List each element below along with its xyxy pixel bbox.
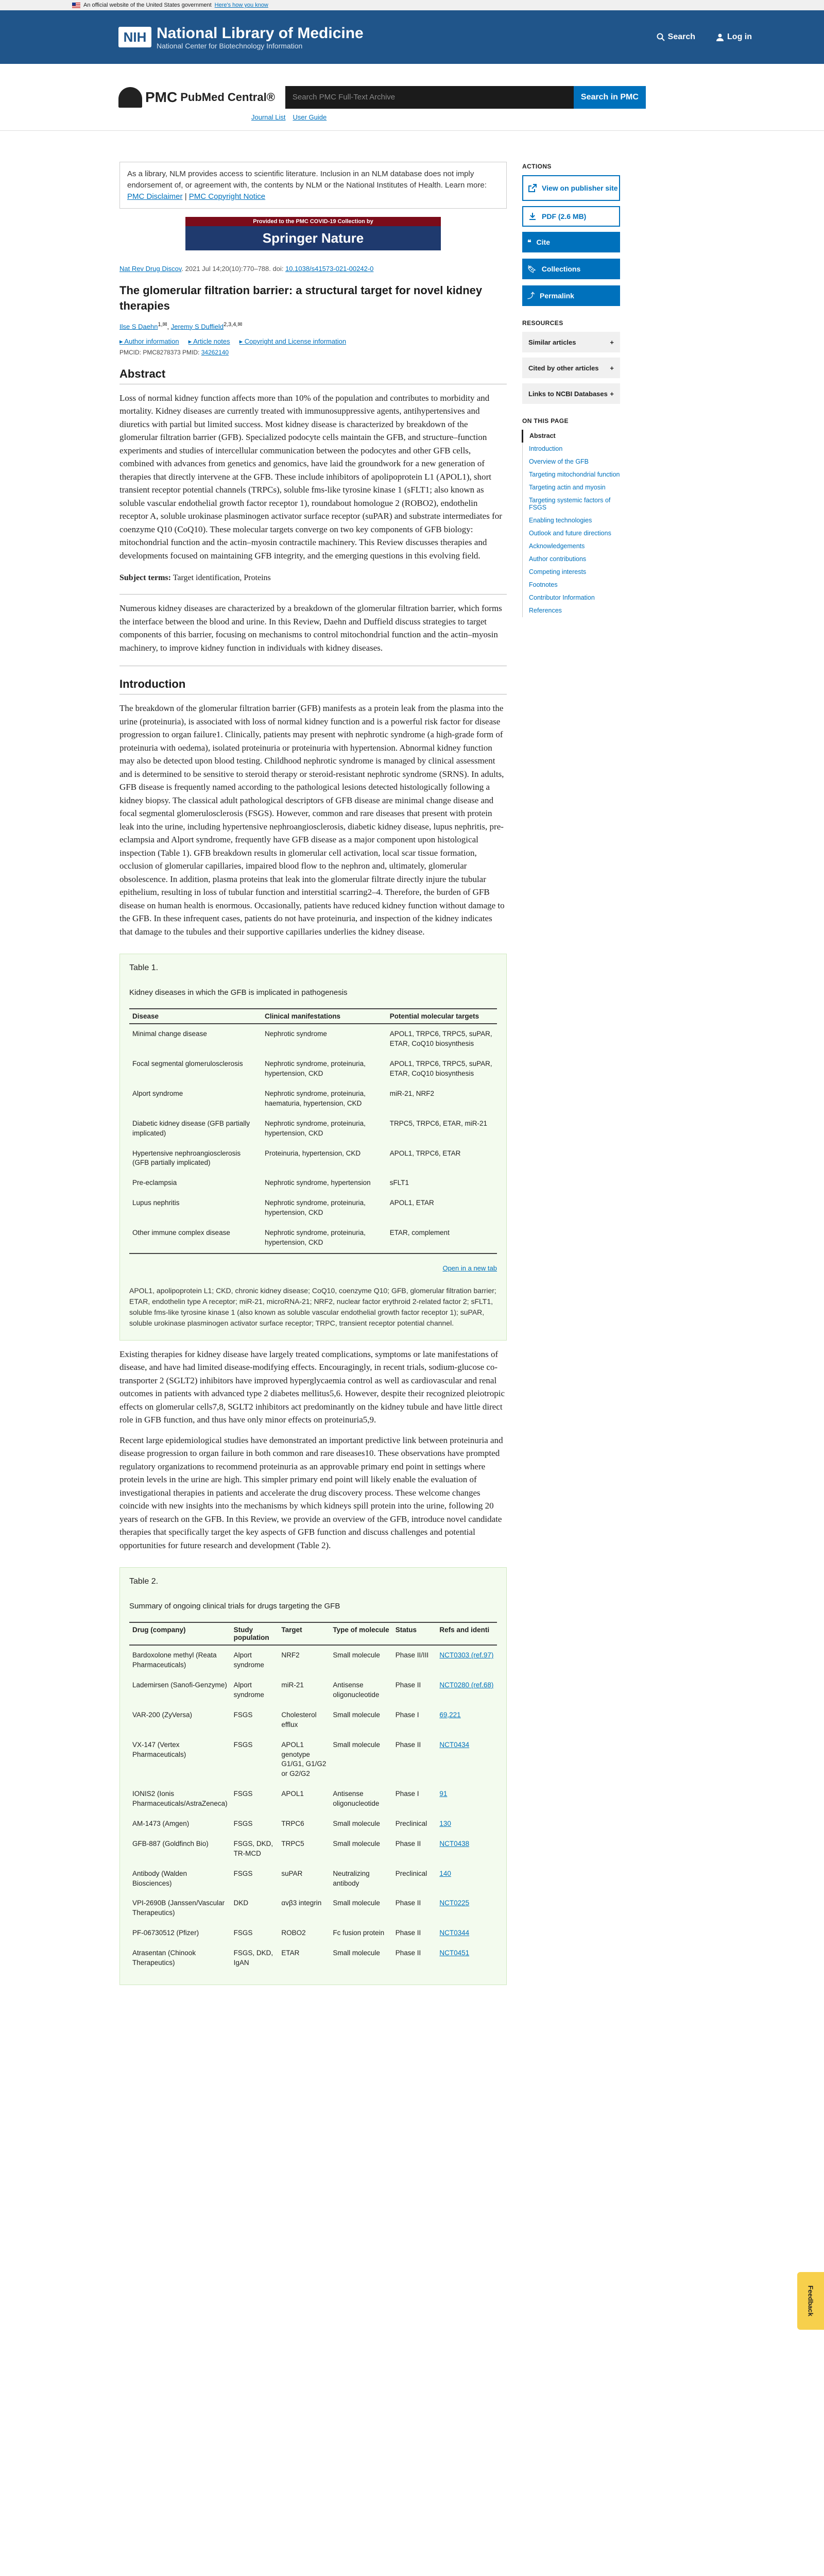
pmcid-text: PMCID: PMC8278373 PMID: <box>119 348 201 356</box>
table-cell: APOL1 <box>281 1790 304 1798</box>
table-cell: IONIS2 (Ionis Pharmaceuticals/AstraZeneca) <box>132 1790 228 1808</box>
introduction-paragraph: Existing therapies for kidney disease have largely treated complications, symptoms or late manifestations of disease, and have had limited disease-modifying effects. Encouragingly, in recent trials, sodium-glucose co-transporter 2 (SGLT2) inhibitors have improved hyperglycaemia control as well as cardiovascular and renal outcomes in patients with advanced type 2 diabetes mellitus5,6. However, despite their recognized pleiotropic effects on glomerular cells7,8, SGLT2 inhibitors act predominantly on the kidney tubule and have little direct role in GFB function, and thus have only minor effects on proteinuria5,9. <box>119 1349 505 1425</box>
table-cell: Lupus nephritis <box>132 1199 180 1207</box>
table-cell: Small molecule <box>333 1820 380 1827</box>
nlm-name: National Library of Medicine <box>157 24 364 42</box>
external-link-icon <box>528 184 537 192</box>
table-row <box>129 1144 497 1174</box>
table-label: Table 2. <box>129 1577 159 1586</box>
table-cell: Small molecule <box>333 1949 380 1957</box>
introduction-heading: Introduction <box>119 677 507 694</box>
toc-item[interactable]: Abstract <box>522 430 620 443</box>
table-cell: TRPC6 <box>281 1820 304 1827</box>
table-cell: FSGS <box>233 1869 253 1877</box>
table-cell: APOL1, TRPC6, TRPC5, suPAR, ETAR, CoQ10 biosynthesis <box>389 1030 492 1048</box>
table-cell: Antisense oligonucleotide <box>333 1790 380 1808</box>
table-cell: αvβ3 integrin <box>281 1899 322 1907</box>
table-cell: Other immune complex disease <box>129 1223 262 1253</box>
article-notes-label: Article notes <box>193 337 230 345</box>
search-icon <box>657 33 665 41</box>
table-cell: Alport syndrome <box>233 1681 264 1699</box>
search-label: Search <box>667 32 696 41</box>
user-icon <box>716 33 724 41</box>
table-cell: NRF2 <box>281 1651 300 1659</box>
plus-icon: + <box>610 364 614 372</box>
table-cell: Diabetic kidney disease (GFB partially implicated) <box>132 1119 250 1137</box>
bookmark-icon: 🔖︎ <box>527 264 537 273</box>
table-cell: Neutralizing antibody <box>333 1869 370 1887</box>
table-cell: VPI-2690B (Janssen/Vascular Therapeutics) <box>132 1899 225 1917</box>
toc-item[interactable]: Overview of the GFB <box>529 458 589 465</box>
table-row <box>129 1173 497 1193</box>
citation-text: . 2021 Jul 14;20(10):770–788. doi: <box>181 265 286 273</box>
column-header: Refs and identi <box>436 1622 497 1645</box>
author-affiliation: 1,✉ <box>158 321 167 328</box>
table-ref-link[interactable]: NCT0280 (ref.68) <box>439 1681 494 1689</box>
column-header: Study population <box>231 1622 279 1645</box>
author-information-toggle[interactable]: ▸ Author information <box>119 337 179 345</box>
article-title: The glomerular filtration barrier: a structural target for novel kidney therapies <box>119 284 483 312</box>
table-cell: Nephrotic syndrome, hypertension <box>265 1179 371 1187</box>
abstract-text: Loss of normal kidney function affects more than 10% of the population and contributes to morbidity and mortality. Kidney diseases are currently treated with immunosuppressive agents, antihypertensives and diuretics with partial but limited success. Most kidney disease is characterized by breakdown of the glomerular filtration barrier (GFB). Specialized podocyte cells maintain the GFB, and structure–function experiments and studies of intercellular communication between the podocytes and other GFB cells, combined with advances from genetics and genomics, have laid the groundwork for a new generation of therapies that directly intervene at the GFB. These include inhibitors of apolipoprotein L1 (APOL1), short transient receptor potential channels (TRPCs), soluble fms-like tyrosine kinase 1 (sFLT1; also known as soluble vascular endothelial growth factor receptor 1), roundabout homologue 2 (ROBO2), endothelin receptor A, soluble urokinase plasminogen activator surface receptor (suPAR) and substrate intermediates for coenzyme Q10 (CoQ10). These molecular targets converge on two key components of GFB biology: mitochondrial function and the actin–myosin contractile machinery. This Review discusses therapies and developments focused on maintaining GFB integrity, and the emerging questions in this evolving field. <box>119 393 502 561</box>
disclaimer-text: As a library, NLM provides access to scientific literature. Inclusion in an NLM database does not imply endorsement of, or agreement with, the contents by NLM or the National Institutes of Health. Learn more: <box>127 170 487 190</box>
table-cell: Phase II <box>395 1740 421 1749</box>
abstract-heading: Abstract <box>119 367 507 384</box>
resource-ncbi-links[interactable] <box>522 383 620 404</box>
search-input[interactable]: Search PMC Full-Text Archive <box>285 86 574 109</box>
author-list: Ilse S Daehn$^{1,✉}$, Jeremy S Duffield$^{2,3,4,✉}$ <box>119 321 243 330</box>
table-cell: Small molecule <box>333 1651 380 1659</box>
share-icon: ⤴ <box>527 292 535 300</box>
table-cell: Nephrotic syndrome, proteinuria, hypertension, CKD <box>265 1199 366 1217</box>
table-ref-link[interactable]: NCT0434 <box>439 1740 470 1749</box>
table-row <box>129 1054 497 1084</box>
table-cell: APOL1, TRPC6, ETAR <box>389 1149 461 1157</box>
author-link[interactable]: Ilse S Daehn <box>119 322 158 330</box>
table-cell: FSGS <box>233 1710 253 1719</box>
article-main <box>119 162 507 1985</box>
cite-label: Cite <box>536 238 550 246</box>
article-ids <box>119 349 507 356</box>
nlm-disclaimer <box>119 162 507 209</box>
subject-terms <box>119 573 507 583</box>
table-cell: Phase II <box>395 1929 421 1937</box>
table-row <box>129 1645 497 1675</box>
table-2 <box>119 1567 507 1985</box>
table-cell: Nephrotic syndrome, proteinuria, haematuria, hypertension, CKD <box>265 1090 366 1107</box>
table-cell: Phase II <box>395 1681 421 1689</box>
column-header: Potential molecular targets <box>387 1009 497 1024</box>
divider <box>119 594 507 595</box>
table-cell: FSGS, DKD, TR-MCD <box>233 1839 273 1857</box>
table-row <box>129 1923 497 1943</box>
ncbi-name: National Center for Biotechnology Information <box>157 41 303 50</box>
toc-item[interactable]: Footnotes <box>529 581 558 588</box>
table-1 <box>119 954 507 1340</box>
column-header: Target <box>278 1622 330 1645</box>
column-header: Status <box>392 1622 437 1645</box>
table-cell: Small molecule <box>333 1740 380 1749</box>
table-cell: Antibody (Walden Biosciences) <box>132 1869 187 1887</box>
toc-item[interactable]: Enabling technologies <box>529 517 592 524</box>
table-ref-link[interactable]: 69,221 <box>439 1710 461 1719</box>
table-cell: GFB-887 (Goldfinch Bio) <box>132 1839 209 1848</box>
table-ref-link[interactable]: NCT0303 (ref.97) <box>439 1651 494 1659</box>
pdf-button[interactable] <box>522 206 620 227</box>
doi-link[interactable]: 10.1038/s41573-021-00242-0 <box>285 265 374 273</box>
pmc-book-icon <box>118 87 142 108</box>
table-cell: suPAR <box>281 1869 303 1877</box>
table-row <box>129 1084 497 1114</box>
table-row <box>129 1223 497 1253</box>
table-cell: Nephrotic syndrome <box>265 1030 327 1038</box>
table-cell: Pre-eclampsia <box>132 1179 177 1187</box>
table-cell: APOL1, ETAR <box>389 1199 434 1207</box>
resource-label: Similar articles <box>528 338 576 346</box>
table-cell: APOL1 genotype G1/G1, G1/G2 or G2/G2 <box>281 1740 327 1778</box>
table-cell: TRPC5 <box>281 1839 304 1848</box>
header-actions <box>657 32 752 42</box>
view-publisher-label: View on publisher site <box>542 184 618 192</box>
springer-banner-top: Provided to the PMC COVID-19 Collection by <box>185 217 441 226</box>
pmc-copyright-link[interactable]: PMC Copyright Notice <box>188 192 266 201</box>
permalink-label: Permalink <box>540 292 574 300</box>
table-cell: Preclinical <box>395 1820 427 1827</box>
table-row <box>129 1814 497 1834</box>
toc-item[interactable]: Introduction <box>529 445 563 452</box>
table-cell: Lademirsen (Sanofi-Genzyme) <box>132 1681 227 1689</box>
plus-icon: + <box>610 338 614 346</box>
nih-logo-icon: NIH <box>118 27 151 47</box>
column-header: Disease <box>129 1009 262 1024</box>
toc-item[interactable]: Author contributions <box>529 555 587 563</box>
citation-line <box>119 265 507 273</box>
table-caption: Kidney diseases in which the GFB is implicated in pathogenesis <box>129 988 348 997</box>
pdf-label: PDF (2.6 MB) <box>542 212 587 221</box>
table-label: Table 1. <box>129 963 159 973</box>
login-button[interactable] <box>716 32 752 42</box>
table-cell: VAR-200 (ZyVersa) <box>132 1710 193 1719</box>
gov-banner-text: An official website of the United States government <box>83 2 212 8</box>
table-caption: Summary of ongoing clinical trials for drugs targeting the GFB <box>129 1602 340 1611</box>
table-cell: Nephrotic syndrome, proteinuria, hypertension, CKD <box>265 1119 366 1137</box>
table-cell: ROBO2 <box>281 1929 306 1937</box>
author-affiliation: 2,3,4,✉ <box>224 321 243 328</box>
data-table <box>129 1622 497 1973</box>
disclaimer-separator: | <box>184 192 187 201</box>
table-cell: AM-1473 (Amgen) <box>132 1820 190 1827</box>
resources-heading: RESOURCES <box>522 319 563 327</box>
summary-text: Numerous kidney diseases are characterized by a breakdown of the glomerular filtration barrier, which forms the interface between the blood and urine. In this Review, Daehn and Duffield discuss strategies to target components of this barrier, focusing on mechanisms to control mitochondrial function and the actin–myosin machinery, to improve kidney function in individuals with kidney diseases. <box>119 603 502 653</box>
table-cell: Alport syndrome <box>233 1651 264 1669</box>
table-ref-link[interactable]: 91 <box>439 1790 448 1798</box>
table-row <box>129 1705 497 1735</box>
table-cell: Phase II <box>395 1899 421 1907</box>
nlm-header <box>0 10 824 64</box>
table-cell: Phase II <box>395 1839 421 1848</box>
table-ref-link[interactable]: NCT0344 <box>439 1929 470 1937</box>
actions-heading: ACTIONS <box>522 163 552 170</box>
table-cell: Proteinuria, hypertension, CKD <box>265 1149 361 1157</box>
nlm-logo[interactable] <box>118 25 364 50</box>
table-ref-link[interactable]: 130 <box>439 1820 451 1827</box>
resource-similar-articles[interactable] <box>522 332 620 352</box>
table-cell: FSGS <box>233 1790 253 1798</box>
article-notes-toggle[interactable]: ▸ Article notes <box>188 337 230 345</box>
table-row <box>129 1943 497 1973</box>
collections-label: Collections <box>541 265 581 273</box>
table-ref-link[interactable]: 140 <box>439 1869 451 1877</box>
table-cell: Antisense oligonucleotide <box>333 1681 380 1699</box>
introduction-paragraph: The breakdown of the glomerular filtration barrier (GFB) manifests as a protein leak from the plasma into the urine (proteinuria), is associated with loss of normal kidney function and is a powerful risk factor for disease progression to organ failure1. Clinically, patients may present with nephrotic syndrome (a high-grade form of proteinuria with oedema), isolated proteinuria or proteinuria with hypertension. Abnormal kidney function may also be detected upon blood testing. Childhood nephrotic syndrome is managed by clinical assessment and is determined to be sensitive to steroid therapy or steroid-resistant nephrotic syndrome (SRNS). In adults, GFB disease is frequently named according to the pathological lesions detected histologically following a kidney biopsy. The classical adult pathological descriptors of GFB disease are minimal change disease and focal segmental glomerulosclerosis (FSGS). However, common and rare diseases that present with protein leak into the urine, including hypertensive nephroangiosclerosis, diabetic kidney disease, lupus nephritis, pre-eclampsia and Alport syndrome, frequently have GFB disease as a major component upon histological inspection (Table 1). GFB breakdown results in glomerular cell activation, local scar tissue formation, occlusion of glomerular capillaries, impaired blood flow to the nephron and, ultimately, glomerular obsolescence. In addition, plasma proteins that leak into the glomerular filtrate directly injure the tubular epithelium, resulting in loss of tubular function and interstitial scarring2–4. Therefore, the burden of GFB disease on human health is enormous. Occasionally, patients have reduced kidney function without damage to the GFB. In these infrequent cases, patients do not have proteinuria, and inspection of the kidney indicates that damage to the tubules and their supportive capillaries underlies the kidney disease. <box>119 703 505 937</box>
pmc-links <box>251 113 327 121</box>
table-cell: sFLT1 <box>389 1179 409 1187</box>
table-cell: Small molecule <box>333 1839 380 1848</box>
table-row <box>129 1893 497 1923</box>
author-link[interactable]: Jeremy S Duffield <box>170 322 224 330</box>
heres-how-link[interactable]: Here's how you know <box>214 2 268 8</box>
table-cell: FSGS, DKD, IgAN <box>233 1949 273 1967</box>
column-header: Type of molecule <box>330 1622 392 1645</box>
table-cell: TRPC5, TRPC6, ETAR, miR-21 <box>389 1119 488 1127</box>
column-header: Drug (company) <box>129 1622 231 1645</box>
table-row <box>129 1735 497 1785</box>
table-cell: Phase II/III <box>395 1651 429 1659</box>
resource-label: Links to NCBI Databases <box>528 389 608 398</box>
pmc-logo[interactable] <box>118 87 275 108</box>
table-row <box>129 1024 497 1054</box>
springer-logo: Springer Nature <box>185 226 441 250</box>
article-sidebar <box>522 163 620 617</box>
login-label: Log in <box>727 32 752 41</box>
us-flag-icon <box>72 3 80 8</box>
copyright-label: Copyright and License information <box>244 337 347 345</box>
user-guide-link[interactable]: User Guide <box>293 113 327 121</box>
permalink-button[interactable] <box>522 285 620 306</box>
table-cell: Hypertensive nephroangiosclerosis (GFB partially implicated) <box>132 1149 241 1167</box>
table-row <box>129 1864 497 1894</box>
pmid-link[interactable]: 34262140 <box>201 348 229 356</box>
quote-icon: ❝ <box>527 238 531 246</box>
table-cell: Phase II <box>395 1949 421 1957</box>
table-cell: Preclinical <box>395 1869 427 1877</box>
subject-terms-value: Target identification, Proteins <box>173 573 271 583</box>
toc-item[interactable]: Targeting actin and myosin <box>529 484 606 491</box>
springer-banner[interactable] <box>185 217 441 250</box>
pmc-disclaimer-link[interactable]: PMC Disclaimer <box>127 192 183 201</box>
table-footnote: APOL1, apolipoprotein L1; CKD, chronic kidney disease; CoQ10, coenzyme Q10; GFB, glomerular filtration barrier; ETAR, endothelin type A receptor; miR-21, microRNA-21; NRF2, nuclear factor erythroid 2-related factor 2; sFLT1, soluble fms-like tyrosine kinase 1 (also known as soluble vascular endothelial growth factor receptor 1); suPAR, soluble urokinase plasminogen activator surface receptor; TRPC, transient receptor potential channel. <box>129 1286 496 1327</box>
toc-item[interactable]: References <box>529 607 562 614</box>
table-cell: VX-147 (Vertex Pharmaceuticals) <box>132 1740 186 1758</box>
plus-icon: + <box>610 389 614 398</box>
table-cell: Phase I <box>395 1790 419 1798</box>
toc-item[interactable]: Targeting mitochondrial function <box>529 471 620 478</box>
collections-button[interactable] <box>522 259 620 279</box>
gov-banner <box>0 0 824 10</box>
table-cell: Small molecule <box>333 1899 380 1907</box>
table-cell: miR-21, NRF2 <box>389 1090 435 1098</box>
table-cell: ETAR, complement <box>387 1223 497 1253</box>
search-form <box>285 86 646 109</box>
table-of-contents <box>522 430 620 617</box>
pmc-logo-abbr: PMC <box>145 89 178 105</box>
table-cell: FSGS <box>233 1740 253 1749</box>
on-this-page-heading: ON THIS PAGE <box>522 417 569 425</box>
toc-item[interactable]: Targeting systemic factors of FSGS <box>529 497 611 511</box>
cite-button[interactable] <box>522 232 620 252</box>
toc-item[interactable]: Outlook and future directions <box>529 530 611 537</box>
open-in-new-tab-link[interactable]: Open in a new tab <box>442 1264 497 1272</box>
table-cell: Nephrotic syndrome, proteinuria, hypertension, CKD <box>262 1223 387 1253</box>
article-meta-links <box>119 337 507 346</box>
journal-link[interactable]: Nat Rev Drug Discov <box>119 265 182 273</box>
table-row <box>129 1193 497 1223</box>
toc-item[interactable]: Competing interests <box>529 568 587 575</box>
table-row <box>129 1675 497 1705</box>
table-cell: Phase I <box>395 1710 419 1719</box>
table-cell: Cholesterol efflux <box>281 1710 317 1728</box>
toc-item[interactable]: Acknowledgements <box>529 543 585 550</box>
search-button[interactable]: Search in PMC <box>574 86 646 109</box>
table-cell: Nephrotic syndrome, proteinuria, hypertension, CKD <box>265 1060 366 1078</box>
table-cell: Small molecule <box>333 1710 380 1719</box>
subject-terms-label: Subject terms: <box>119 573 171 583</box>
column-header: Clinical manifestations <box>262 1009 387 1024</box>
pmc-search-bar <box>0 64 824 131</box>
pmc-logo-text: PubMed Central® <box>180 90 275 104</box>
table-cell: FSGS <box>233 1929 253 1937</box>
table-cell: Focal segmental glomerulosclerosis <box>132 1060 243 1068</box>
table-cell: Alport syndrome <box>132 1090 183 1098</box>
table-row <box>129 1834 497 1864</box>
table-cell: Bardoxolone methyl (Reata Pharmaceuticals) <box>132 1651 217 1669</box>
table-cell: PF-06730512 (Pfizer) <box>132 1929 199 1937</box>
resource-cited-by[interactable] <box>522 358 620 378</box>
view-publisher-button[interactable] <box>522 175 620 201</box>
introduction-paragraph: Recent large epidemiological studies have demonstrated an important predictive link between proteinuria and disease progression to organ failure in both common and rare diseases10. These observations have prompted regulatory organizations to recommend proteinuria as an approvable primary end point in settings where protein levels in the urine are high. This simpler primary end point will likely enable the evaluation of investigational therapies in patients and accelerate the drug discovery process. These welcome changes coincide with new insights into the mechanisms by which kidneys spill protein into the urine, following 20 years of research on the GFB. In this Review, we provide an overview of the GFB, introduce novel candidate therapies that specifically target the key aspects of GFB function and discuss challenges and potential opportunities for future research and development (Table 2). <box>119 1435 503 1550</box>
table-row <box>129 1114 497 1144</box>
table-row <box>129 1784 497 1814</box>
table-cell: FSGS <box>233 1820 253 1827</box>
journal-list-link[interactable]: Journal List <box>251 113 286 121</box>
table-cell: Atrasentan (Chinook Therapeutics) <box>132 1949 196 1967</box>
author-information-label: Author information <box>124 337 179 345</box>
feedback-button[interactable]: Feedback <box>797 2272 824 2330</box>
table-ref-link[interactable]: NCT0451 <box>439 1949 470 1957</box>
table-cell: Minimal change disease <box>132 1030 207 1038</box>
data-table <box>129 1008 497 1253</box>
table-cell: APOL1, TRPC6, TRPC5, suPAR, ETAR, CoQ10 biosynthesis <box>389 1060 492 1078</box>
search-toggle-button[interactable] <box>657 32 695 42</box>
table-cell: Fc fusion protein <box>333 1929 385 1937</box>
table-ref-link[interactable]: NCT0225 <box>439 1899 470 1907</box>
download-icon <box>528 212 537 221</box>
table-cell: ETAR <box>281 1949 300 1957</box>
table-ref-link[interactable]: NCT0438 <box>439 1839 470 1848</box>
table-cell: miR-21 <box>281 1681 304 1689</box>
resource-label: Cited by other articles <box>528 364 599 372</box>
table-cell: DKD <box>233 1899 249 1907</box>
copyright-toggle[interactable]: ▸ Copyright and License information <box>239 337 347 345</box>
toc-item[interactable]: Contributor Information <box>529 594 595 601</box>
